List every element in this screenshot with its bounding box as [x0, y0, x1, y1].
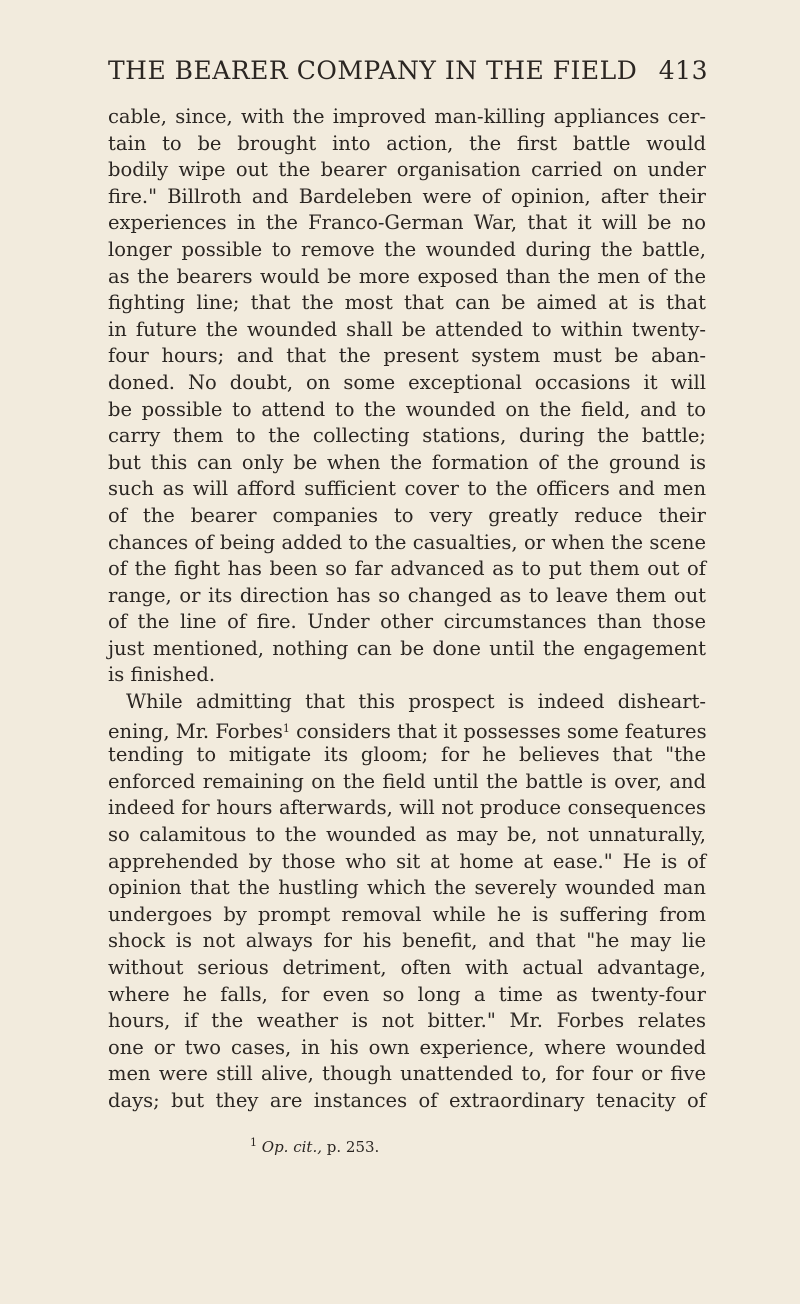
text-line: men were still alive, though unattended to, for four or five: [108, 1062, 706, 1086]
text-line: fire." Billroth and Bardeleben were of opinion, after their: [108, 184, 706, 208]
text-line: but this can only be when the formation of the ground is: [108, 450, 706, 474]
text-line: shock is not always for his benefit, and that "he may lie: [108, 929, 706, 953]
text-line: be possible to attend to the wounded on the field, and to: [108, 397, 706, 421]
text-line: undergoes by prompt removal while he is suffering from: [108, 902, 706, 926]
text-line: doned. No doubt, on some exceptional occasions it will: [108, 370, 706, 394]
text-line: bodily wipe out the bearer organisation carried on under: [108, 158, 706, 182]
text-line: carry them to the collecting stations, during the battle;: [108, 424, 706, 448]
text-line: opinion that the hustling which the severely wounded man: [108, 876, 706, 900]
text-line: such as will afford sufficient cover to the officers and men: [108, 477, 706, 501]
text-line: as the bearers would be more exposed than the men of the: [108, 264, 706, 288]
text-line-with-footnote: [108, 716, 706, 743]
footnote-marker: 1: [250, 1136, 257, 1149]
footnote: [250, 1136, 379, 1156]
text-line: range, or its direction has so changed as to leave them out: [108, 583, 706, 607]
footnote-citation: Op. cit.,: [261, 1138, 322, 1156]
text-line: is finished.: [108, 663, 216, 687]
body-text: [108, 104, 706, 1115]
footnote-page-ref: p. 253.: [326, 1138, 380, 1156]
text-segment: considers that it possesses some features: [296, 719, 707, 743]
paragraph-first-line: While admitting that this prospect is indeed disheart-: [126, 690, 706, 714]
running-head-title: THE BEARER COMPANY IN THE FIELD: [108, 56, 638, 85]
text-line: experiences in the Franco-German War, that it will be no: [108, 211, 706, 235]
text-line: in future the wounded shall be attended to within twenty-: [108, 317, 706, 341]
text-line: fighting line; that the most that can be aimed at is that: [108, 291, 706, 315]
text-line: days; but they are instances of extraordinary tenacity of: [108, 1088, 706, 1112]
text-line: indeed for hours afterwards, will not produce consequences: [108, 796, 706, 820]
text-line: of the fight has been so far advanced as to put them out of: [108, 557, 706, 581]
text-line: four hours; and that the present system must be aban-: [108, 344, 706, 368]
running-head: [108, 56, 708, 85]
text-line: apprehended by those who sit at home at ease." He is of: [108, 849, 706, 873]
text-line: chances of being added to the casualties, or when the scene: [108, 530, 706, 554]
text-line: without serious detriment, often with actual advantage,: [108, 956, 706, 979]
text-line: cable, since, with the improved man-killing appliances cer-: [108, 105, 706, 128]
page-number: 413: [658, 56, 708, 85]
text-line: longer possible to remove the wounded during the battle,: [108, 237, 706, 261]
text-line: so calamitous to the wounded as may be, not unnaturally,: [108, 823, 706, 847]
text-line: one or two cases, in his own experience, where wounded: [108, 1035, 706, 1059]
text-line: tending to mitigate its gloom; for he believes that "the: [108, 743, 706, 767]
text-segment: ening, Mr. Forbes: [108, 719, 283, 743]
text-line: of the bearer companies to very greatly reduce their: [108, 503, 706, 527]
text-line: tain to be brought into action, the first battle would: [108, 131, 706, 155]
text-line: where he falls, for even so long a time as twenty-four: [108, 982, 706, 1006]
text-line: hours, if the weather is not bitter." Mr. Forbes relates: [108, 1009, 706, 1033]
text-line: just mentioned, nothing can be done until the engagement: [108, 636, 706, 660]
text-line: enforced remaining on the field until the battle is over, and: [108, 769, 706, 793]
footnote-reference: 1: [282, 721, 290, 735]
text-line: of the line of fire. Under other circumstances than those: [108, 610, 706, 634]
